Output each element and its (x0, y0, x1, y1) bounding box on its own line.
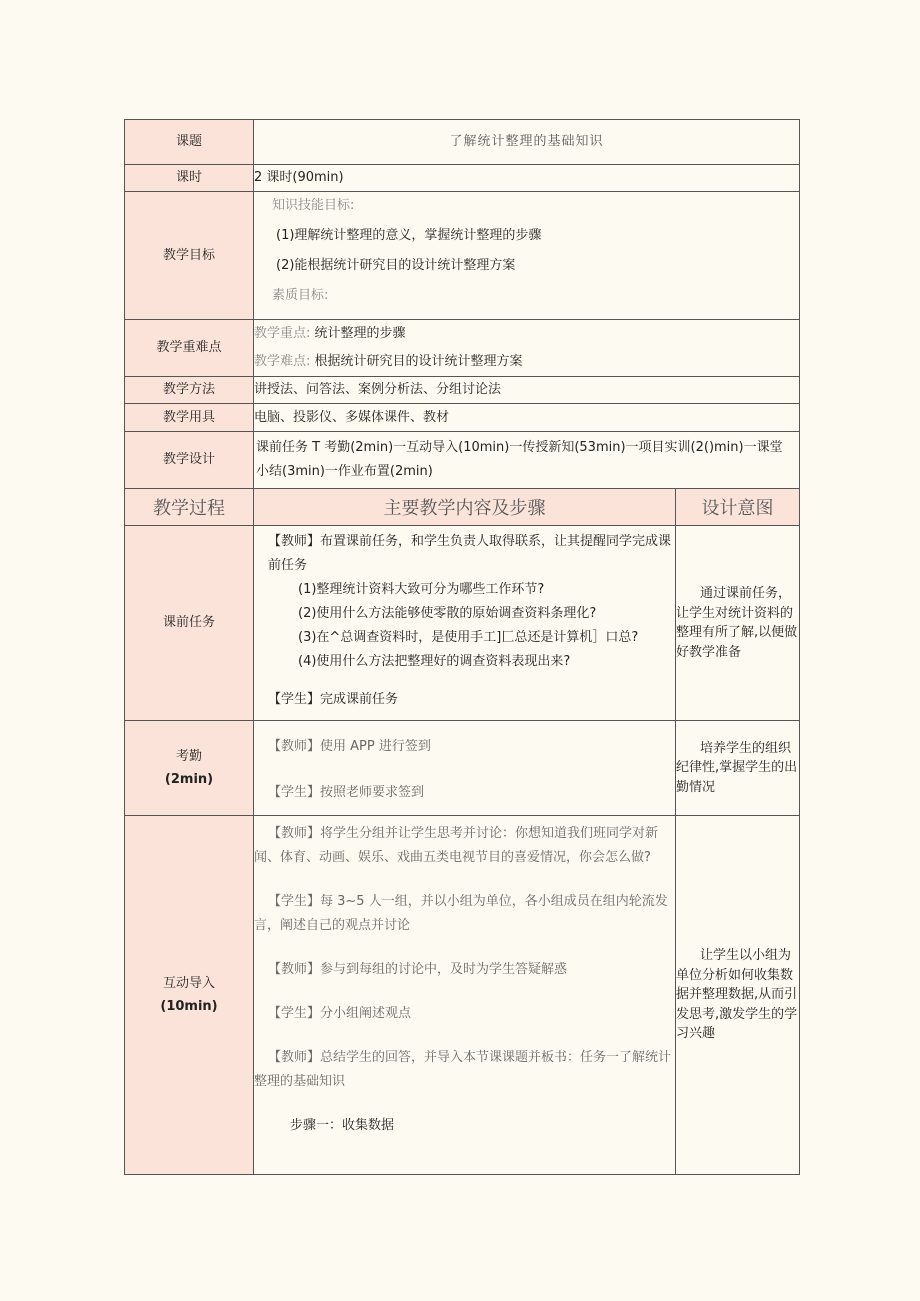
interaction-student-1: 【学生】每 3~5 人一组，并以小组为单位，各小组成员在组内轮流发言，阐述自己的观点并讨论 (254, 894, 668, 933)
interaction-label-cell (125, 816, 254, 1175)
hours-label: 课时 (125, 165, 254, 192)
attendance-student: 【学生】按照老师要求签到 (268, 785, 425, 800)
quality-heading: 素质目标: (272, 288, 329, 303)
keypoints-content (254, 320, 800, 377)
keypoints-label: 教学重难点 (125, 320, 254, 377)
attendance-label-cell (125, 721, 254, 816)
method-row (125, 377, 800, 404)
interaction-student-2: 【学生】分小组阐述观点 (268, 1006, 412, 1021)
pretask-question-3: (3)在^总调查资料时，是使用手工]匚总还是计算机］口总? (298, 630, 639, 645)
pretask-row (125, 526, 800, 721)
design-content (254, 432, 800, 489)
method-label: 教学方法 (125, 377, 254, 404)
design-line-2: 小结(3min)一作业布置(2min) (256, 464, 433, 479)
skill-item-1: (1)理解统计整理的意义，掌握统计整理的步骤 (276, 228, 542, 243)
pretask-question-4: (4)使用什么方法把整理好的调查资料表现出来? (298, 654, 571, 669)
hours-value: 2 课时(90min) (254, 165, 800, 192)
tools-label: 教学用具 (125, 404, 254, 432)
attendance-intent-text: 培养学生的组织纪律性,掌握学生的出勤情况 (676, 740, 798, 795)
pretask-label: 课前任务 (125, 526, 254, 721)
attendance-content (254, 721, 676, 816)
pretask-intent (676, 526, 800, 721)
interaction-content (254, 816, 676, 1175)
lesson-plan-table (124, 119, 800, 1175)
hard-prefix: 教学难点: (254, 354, 311, 369)
keypoints-row (125, 320, 800, 377)
topic-label: 课题 (125, 120, 254, 165)
pretask-intent-text: 通过课前任务，让学生对统计资料的整理有所了解,以便做好教学准备 (676, 586, 798, 660)
skill-item-2: (2)能根据统计研究目的设计统计整理方案 (276, 258, 516, 273)
key-prefix: 教学重点: (254, 326, 311, 341)
interaction-row (125, 816, 800, 1175)
design-row (125, 432, 800, 489)
process-header-stage: 教学过程 (125, 489, 254, 526)
attendance-duration: (2min) (164, 772, 214, 787)
interaction-teacher-2: 【教师】参与到每组的讨论中，及时为学生答疑解惑 (268, 962, 568, 977)
objectives-row (125, 192, 800, 320)
attendance-teacher: 【教师】使用 APP 进行签到 (268, 739, 431, 754)
attendance-row (125, 721, 800, 816)
interaction-teacher-3: 【教师】总结学生的回答，并导入本节课课题并板书：任务一了解统计整理的基础知识 (254, 1050, 672, 1089)
attendance-intent (676, 721, 800, 816)
hard-point (254, 348, 799, 376)
hard-value: 根据统计研究目的设计统计整理方案 (314, 354, 523, 369)
pretask-content (254, 526, 676, 721)
design-label: 教学设计 (125, 432, 254, 489)
tools-value: 电脑、投影仪、多媒体课件、教材 (254, 404, 800, 432)
objectives-label: 教学目标 (125, 192, 254, 320)
skill-heading: 知识技能目标: (272, 198, 355, 213)
design-line-1: 课前任务 T 考勤(2min)一互动导入(10min)一传授新知(53min)一项目实训(2()min)一课堂 (256, 440, 783, 455)
interaction-intent-text: 让学生以小组为单位分析如何收集数据并整理数据,从而引发思考,激发学生的学习兴趣 (676, 948, 798, 1042)
tools-row (125, 404, 800, 432)
pretask-teacher: 【教师】布置课前任务，和学生负责人取得联系，让其提醒同学完成课前任务 (268, 534, 672, 573)
pretask-question-1: (1)整理统计资料大致可分为哪些工作环节? (298, 582, 545, 597)
process-header-intent: 设计意图 (676, 489, 800, 526)
pretask-question-2: (2)使用什么方法能够使零散的原始调查资料条理化? (298, 606, 597, 621)
process-header-content: 主要教学内容及步骤 (254, 489, 676, 526)
key-point (254, 320, 799, 348)
hours-row (125, 165, 800, 192)
attendance-label: 考勤 (175, 748, 202, 764)
key-value: 统计整理的步骤 (314, 326, 406, 341)
interaction-teacher-1: 【教师】将学生分组并让学生思考并讨论：你想知道我们班同学对新闻、体育、动画、娱乐、戏曲五类电视节目的喜爱情况，你会怎么做? (254, 826, 659, 865)
interaction-label: 互动导入 (162, 975, 215, 991)
objectives-content (254, 192, 800, 320)
pretask-student: 【学生】完成课前任务 (268, 692, 399, 707)
interaction-intent (676, 816, 800, 1175)
interaction-duration: (10min) (160, 999, 218, 1014)
lesson-plan (124, 119, 799, 1175)
method-value: 讲授法、问答法、案例分析法、分组讨论法 (254, 377, 800, 404)
topic-title: 了解统计整理的基础知识 (254, 120, 800, 165)
interaction-step-1: 步骤一：收集数据 (290, 1118, 395, 1133)
topic-row (125, 120, 800, 165)
process-header-row (125, 489, 800, 526)
